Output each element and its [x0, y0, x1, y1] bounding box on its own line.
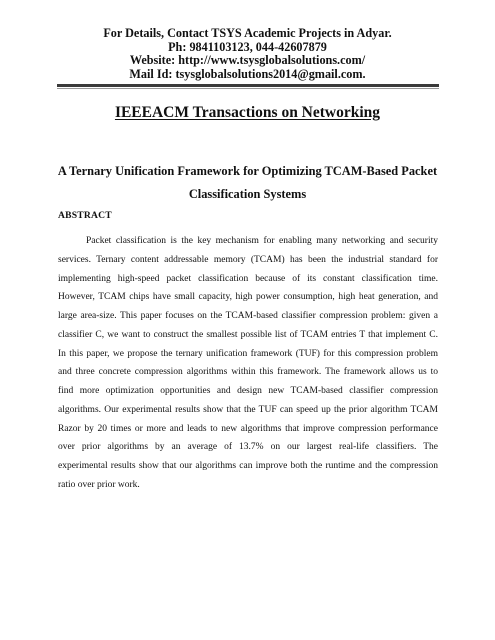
abstract-line: Razor by 20 times or more and leads to new algorithms that improve compression performance — [58, 423, 438, 434]
abstract-heading: ABSTRACT — [58, 210, 112, 221]
contact-line-email: Mail Id: tsysglobalsolutions2014@gmail.com. — [129, 66, 366, 81]
contact-header — [0, 27, 495, 81]
abstract-line: implementing high-speed packet classification because of its constant classification time. — [58, 273, 438, 284]
contact-line-website: Website: http://www.tsysglobalsolutions.com/ — [129, 53, 366, 68]
abstract-line: large area-size. This paper focuses on the TCAM-based classifier compression problem: given a — [58, 311, 438, 321]
abstract-line: Packet classification is the key mechanism for enabling many networking and security — [86, 236, 438, 246]
paper-title — [40, 160, 455, 206]
abstract-line: However, TCAM chips have small capacity, high power consumption, high heat generation, and — [58, 292, 438, 303]
abstract-line: over prior algorithms by an average of 13.7% on our largest real-life classifiers. The — [58, 442, 438, 453]
abstract-line: ratio over prior work. — [58, 479, 140, 490]
abstract-line: services. Ternary content addressable memory (TCAM) has been the industrial standard for — [58, 254, 438, 265]
journal-title: IEEEACM Transactions on Networking — [114, 104, 381, 121]
contact-line-phone: Ph: 9841103123, 044-42607879 — [168, 39, 327, 54]
header-divider-thick — [57, 84, 439, 87]
abstract-line: find more optimization opportunities and design new TCAM-based classifier compression — [58, 386, 438, 396]
abstract-line: experimental results show that our algorithms can improve both the runtime and the compression — [58, 461, 438, 471]
paper-title-line-1: A Ternary Unification Framework for Optimizing TCAM-Based Packet — [57, 164, 438, 178]
contact-line-details: For Details, Contact TSYS Academic Projects in Adyar. — [103, 26, 392, 40]
abstract-body — [58, 232, 438, 495]
header-divider-thin — [57, 88, 439, 89]
abstract-line: In this paper, we propose the ternary unification framework (TUF) for this compression problem — [58, 348, 438, 359]
paper-title-line-2: Classification Systems — [188, 187, 307, 201]
abstract-line: and three concrete compression algorithms within this framework. The framework allows us to — [58, 367, 438, 378]
abstract-line: algorithms. Our experimental results show that the TUF can speed up the prior algorithm TCAM — [58, 404, 438, 415]
abstract-line: classifier C, we want to construct the smallest possible list of TCAM entries T that implement C. — [58, 329, 438, 340]
